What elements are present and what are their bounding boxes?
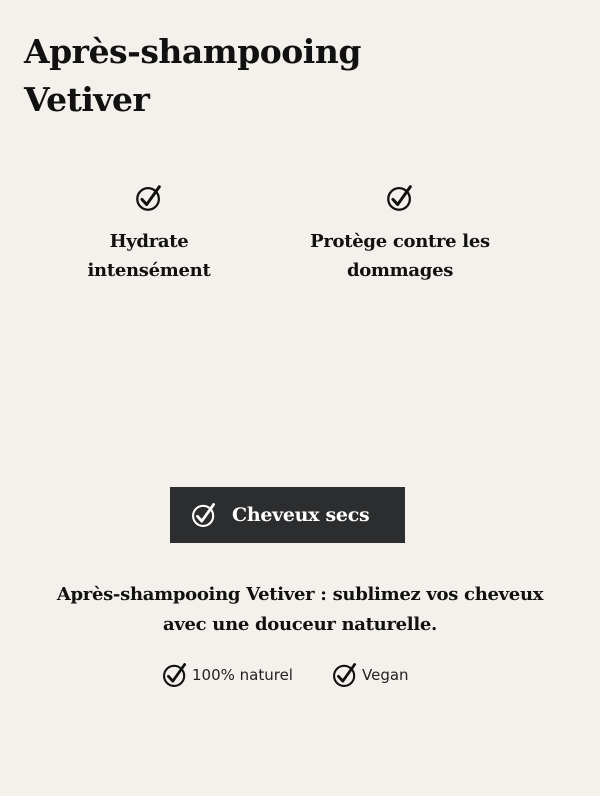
hair-type-tag: [170, 487, 405, 543]
check-circle-icon: [385, 183, 415, 213]
badge-natural: [161, 659, 293, 691]
badge-label: 100% naturel: [192, 666, 293, 684]
benefit-label: Hydrate intensément: [87, 231, 211, 281]
benefit-item-protection: [280, 183, 520, 285]
badge-label: Vegan: [362, 666, 409, 684]
product-title: Après-shampooing Vetiver: [24, 32, 361, 119]
benefit-label: Protège contre les dommages: [310, 231, 490, 281]
check-circle-icon: [190, 501, 218, 529]
product-tagline: Après-shampooing Vetiver : sublimez vos cheveux avec une douceur naturelle.: [56, 584, 544, 635]
badge-vegan: [331, 659, 409, 691]
check-circle-icon: [134, 183, 164, 213]
check-circle-icon: [161, 661, 189, 689]
check-circle-icon: [331, 661, 359, 689]
badges-row: [0, 659, 600, 691]
benefit-item-hydration: [29, 183, 269, 285]
hair-type-label: Cheveux secs: [232, 504, 370, 526]
